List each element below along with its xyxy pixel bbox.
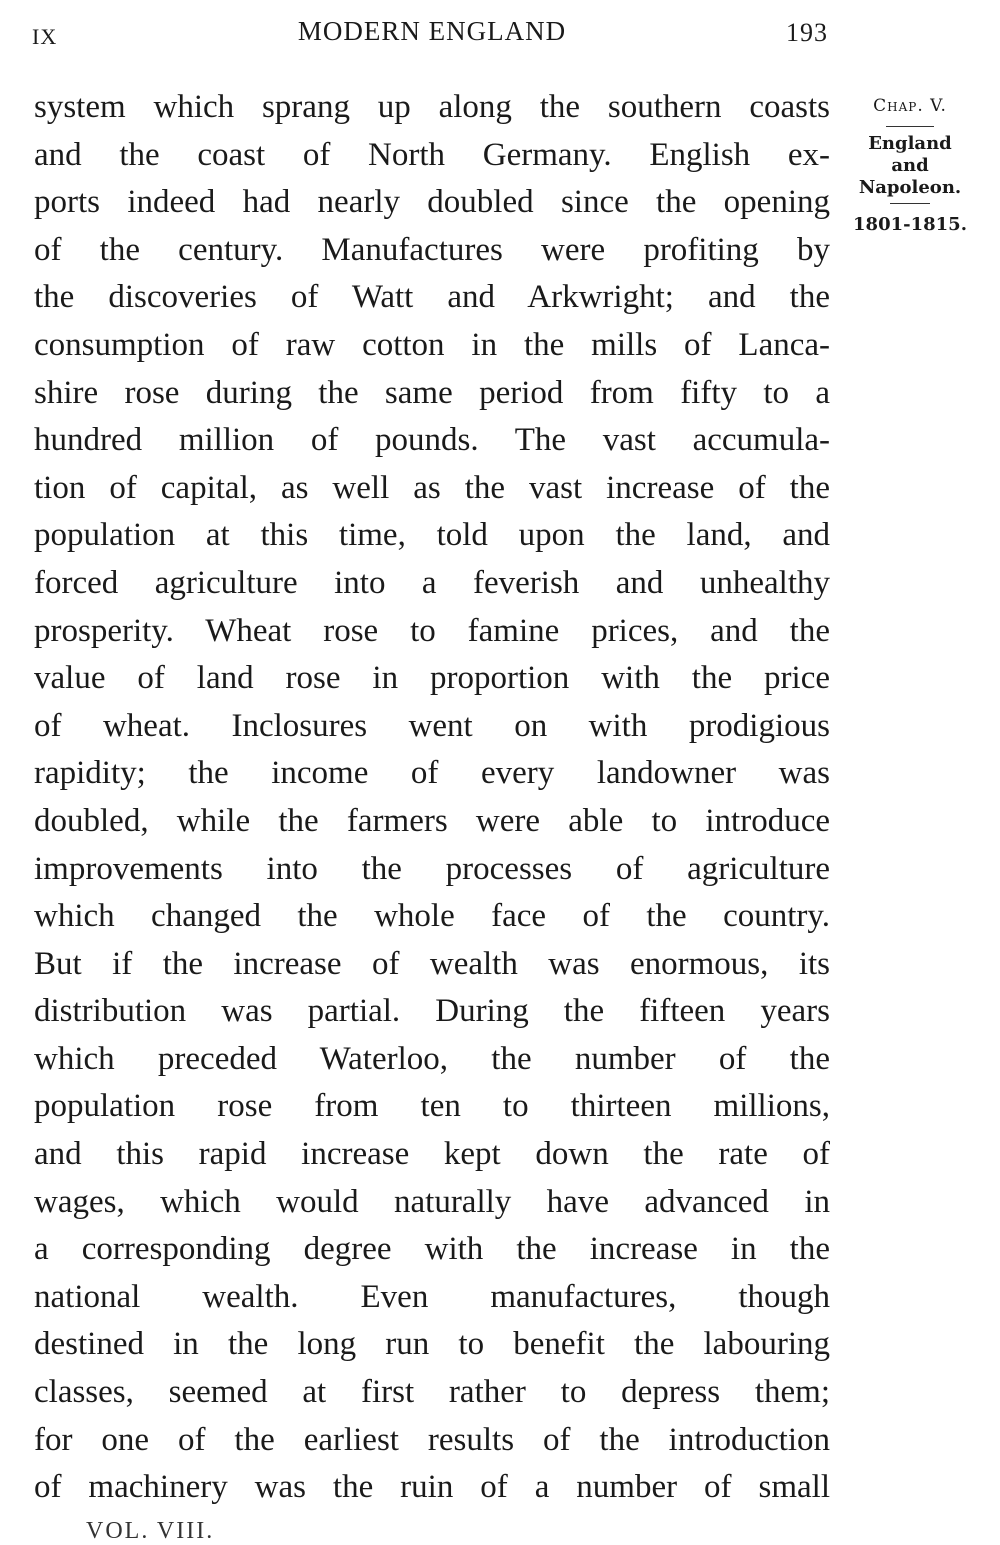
text-line: and the coast of North Germany. English ex-	[34, 136, 830, 173]
body-text	[34, 84, 830, 1512]
text-line: population at this time, told upon the land, and	[34, 517, 830, 554]
text-line: national wealth. Even manufactures, though	[34, 1278, 830, 1315]
margin-rule	[890, 203, 930, 204]
text-line: which changed the whole face of the country.	[34, 898, 830, 935]
margin-rule	[886, 126, 934, 127]
text-line: of the century. Manufactures were profiting by	[34, 231, 830, 268]
text-line: system which sprang up along the southern coasts	[34, 89, 830, 125]
text-line: and this rapid increase kept down the rate of	[34, 1136, 830, 1173]
margin-topic-line: Napoleon.	[858, 177, 962, 198]
text-line: for one of the earliest results of the introduction	[34, 1421, 830, 1458]
text-line: hundred million of pounds. The vast accumula-	[34, 422, 830, 459]
margin-topic-line: England	[868, 133, 952, 154]
text-line: of machinery was the ruin of a number of small	[34, 1469, 830, 1506]
signature-mark: VOL. VIII.	[86, 1518, 215, 1544]
text-line: value of land rose in proportion with the price	[34, 660, 830, 697]
margin-note	[848, 96, 972, 235]
text-line: ports indeed had nearly doubled since the opening	[34, 184, 830, 221]
text-line: distribution was partial. During the fifteen years	[34, 993, 830, 1030]
text-line: forced agriculture into a feverish and unhealthy	[34, 564, 830, 601]
text-line: the discoveries of Watt and Arkwright; and the	[34, 279, 830, 316]
margin-topic-line: and	[891, 155, 929, 176]
margin-chapter: Chap. V.	[873, 96, 947, 116]
text-line: consumption of raw cotton in the mills of Lanca-	[34, 326, 830, 363]
text-line: prosperity. Wheat rose to famine prices, and the	[34, 612, 830, 649]
running-head	[32, 16, 828, 56]
text-line: shire rose during the same period from fifty to a	[34, 374, 830, 411]
book-title: MODERN ENGLAND	[297, 16, 567, 46]
text-line: But if the increase of wealth was enormous, its	[34, 945, 830, 982]
text-line: of wheat. Inclosures went on with prodigious	[34, 707, 830, 744]
text-line: destined in the long run to benefit the labouring	[34, 1326, 830, 1363]
text-line: a corresponding degree with the increase in the	[34, 1231, 830, 1268]
text-line: population rose from ten to thirteen millions,	[34, 1088, 830, 1125]
page-number: 193	[786, 18, 828, 47]
text-line: wages, which would naturally have advanced in	[34, 1183, 830, 1220]
margin-dates: 1801-1815.	[853, 214, 967, 235]
text-line: rapidity; the income of every landowner was	[34, 755, 830, 792]
text-line: which preceded Waterloo, the number of the	[34, 1040, 830, 1077]
text-line: classes, seemed at first rather to depress them;	[34, 1374, 830, 1411]
chapter-number: IX	[32, 24, 58, 49]
text-line: doubled, while the farmers were able to introduce	[34, 802, 830, 839]
text-line: improvements into the processes of agriculture	[34, 850, 830, 887]
text-line: tion of capital, as well as the vast increase of the	[34, 469, 830, 506]
